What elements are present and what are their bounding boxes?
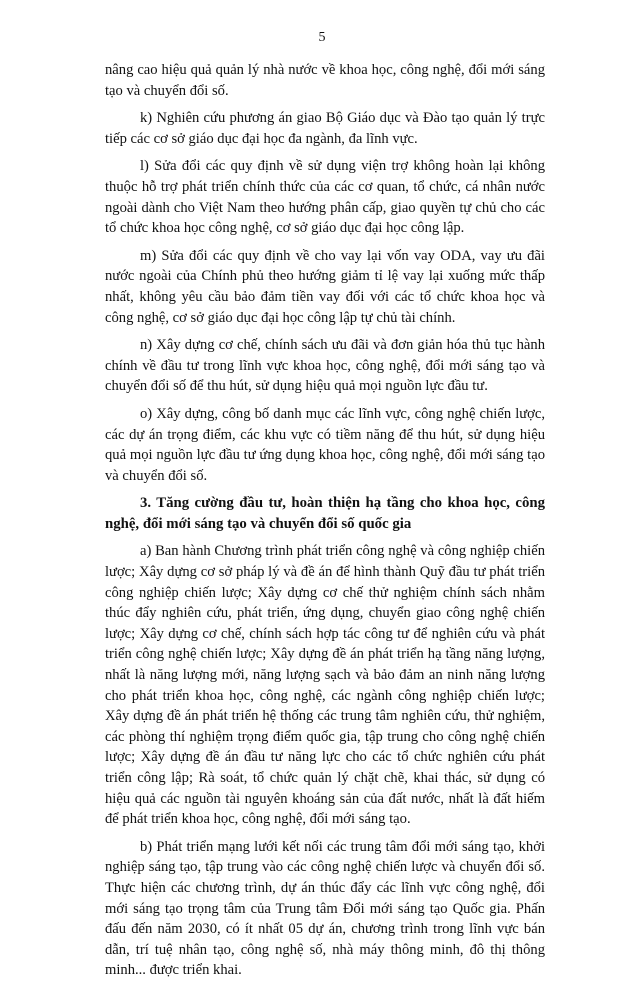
section-heading-3: 3. Tăng cường đầu tư, hoàn thiện hạ tầng cho khoa học, công nghệ, đổi mới sáng tạo và chuyển đổi số quốc gia [105,495,545,532]
paragraph-o: o) Xây dựng, công bố danh mục các lĩnh vực, công nghệ chiến lược, các dự án trọng điểm, các khu vực có tiềm năng để thu hút, sử dụng hiệu quả mọi nguồn lực đầu tư ứng dụng khoa học, công nghệ, đổi mới sáng tạo và chuyển đổi số. [105,405,545,484]
page-number: 5 [318,30,326,45]
paragraph-b: b) Phát triển mạng lưới kết nối các trung tâm đổi mới sáng tạo, khởi nghiệp sáng tạo, tập trung vào các công nghệ chiến lược và chuyển đổi số. Thực hiện các chương trình, dự án thúc đẩy các lĩnh vực công nghệ, đổi mới sáng tạo trọng tâm của Trung tâm Đổi mới sáng tạo Quốc gia. Phấn đấu đến năm 2030, có ít nhất 05 dự án, chương trình trong lĩnh vực bán dẫn, trí tuệ nhân tạo, công nghệ số, nhà máy thông minh, đô thị thông minh... được triển khai. [105,838,545,979]
paragraph-m: m) Sửa đổi các quy định về cho vay lại vốn vay ODA, vay ưu đãi nước ngoài của Chính phủ theo hướng giảm tỉ lệ vay lại xuống mức thấp nhất, không yêu cầu bảo đảm tiền vay đối với các tổ chức khoa học và công nghệ, cơ sở giáo dục đại học công lập tự chủ tài chính. [105,247,545,326]
paragraph-l: l) Sửa đổi các quy định về sử dụng viện trợ không hoàn lại không thuộc hỗ trợ phát triển chính thức của các cơ quan, tổ chức, cá nhân nước ngoài dành cho Việt Nam theo hướng phân cấp, giao quyền tự chủ cho các tổ chức khoa học công nghệ, cơ sở giáo dục đại học công lập. [105,158,545,237]
paragraph-continuation: nâng cao hiệu quả quản lý nhà nước về khoa học, công nghệ, đổi mới sáng tạo và chuyển đổi số. [105,62,545,99]
paragraph-n: n) Xây dựng cơ chế, chính sách ưu đãi và đơn giản hóa thủ tục hành chính về đầu tư trong lĩnh vực khoa học, công nghệ, đổi mới sáng tạo và chuyển đổi số để thu hút, sử dụng hiệu quả mọi nguồn lực đầu tư. [105,337,545,395]
paragraph-k: k) Nghiên cứu phương án giao Bộ Giáo dục và Đào tạo quản lý trực tiếp các cơ sở giáo dục đại học đa ngành, đa lĩnh vực. [105,110,545,147]
paragraph-a: a) Ban hành Chương trình phát triển công nghệ và công nghiệp chiến lược; Xây dựng cơ sở pháp lý và đề án để hình thành Quỹ đầu tư phát triển công nghiệp chiến lược; Xây dựng cơ chế thử nghiệm chính sách nhằm thúc đẩy nghiên cứu, phát triển, ứng dụng, chuyển giao công nghệ chiến lược; Xây dựng cơ chế, chính sách hợp tác công tư để nghiên cứu và phát triển công nghệ chiến lược; Xây dựng đề án phát triển hạ tầng năng lượng, nhất là năng lượng mới, năng lượng sạch và bảo đảm an ninh năng lượng cho phát triển khoa học, công nghệ, các ngành công nghiệp chiến lược; Xây dựng đề án phát triển hệ thống các trung tâm nghiên cứu, thử nghiệm, các phòng thí nghiệm trọng điểm quốc gia, tập trung cho công nghệ chiến lược; Xây dựng đề án đầu tư năng lực cho các tổ chức nghiên cứu phát triển công lập; Rà soát, tổ chức quản lý chặt chẽ, khai thác, sử dụng có hiệu quả các nguồn tài nguyên khoáng sản của đất nước, nhất là đất hiếm để phát triển khoa học, công nghệ, đổi mới sáng tạo. [105,543,545,828]
document-body [105,60,545,988]
